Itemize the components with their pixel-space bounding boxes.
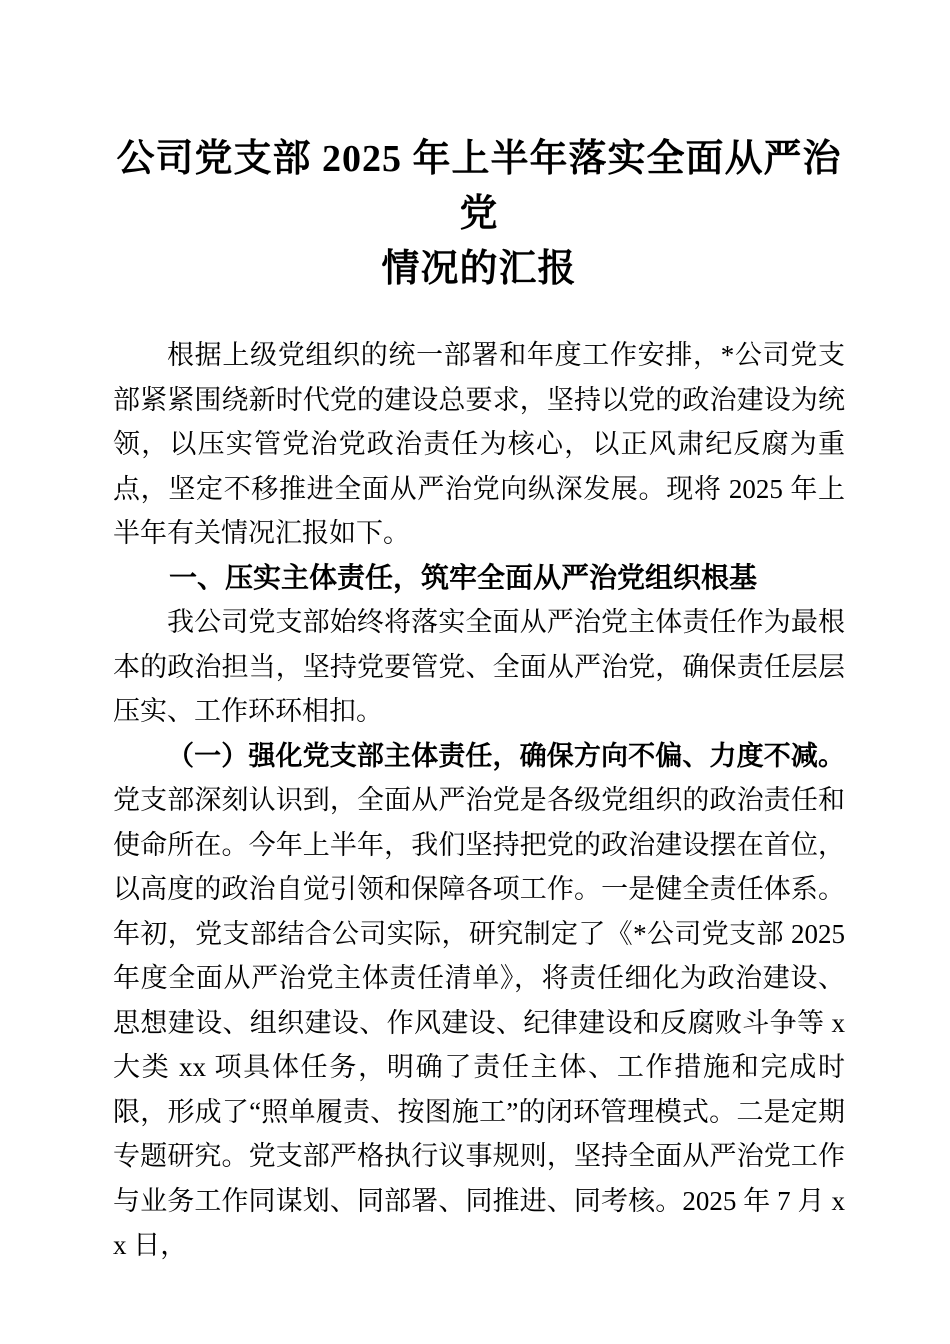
intro-paragraph: 根据上级党组织的统一部署和年度工作安排，*公司党支部紧紧围绕新时代党的建设总要求，坚持以党的政治建设为统领，以压实管党治党政治责任为核心，以正风肃纪反腐为重点，坚定不移推进全面从严治党向纵深发展。现将 2025 年上半年有关情况汇报如下。 — [113, 340, 845, 548]
section1-paragraph1: 我公司党支部始终将落实全面从严治党主体责任作为最根本的政治担当，坚持党要管党、全面从严治党，确保责任层层压实、工作环环相扣。 — [113, 607, 845, 726]
document-title — [113, 132, 845, 297]
section1-paragraph2 — [113, 734, 845, 1268]
document-content — [113, 132, 845, 1268]
document-title-line2: 情况的汇报 — [381, 248, 577, 290]
document-title-line1: 公司党支部 2025 年上半年落实全面从严治党 — [116, 138, 842, 235]
section1-heading: 一、压实主体责任，筑牢全面从严治党组织根基 — [169, 561, 758, 593]
section1-paragraph2-body: 党支部深刻认识到，全面从严治党是各级党组织的政治责任和使命所在。今年上半年，我们坚持把党的政治建设摆在首位，以高度的政治自觉引领和保障各项工作。一是健全责任体系。年初，党支部结合公司实际，研究制定了《*公司党支部 2025 年度全面从严治党主体责任清单》，将责任细化为政治建设、思想建设、组织建设、作风建设、纪律建设和反腐败斗争等 x 大类 xx 项具体任务，明确了责任主体、工作措施和完成时限，形成了“照单履责、按图施工”的闭环管理模式。二是定期专题研究。党支部严格执行议事规则，坚持全面从严治党工作与业务工作同谋划、同部署、同推进、同考核。2025 年 7 月 xx 日， — [113, 785, 845, 1260]
section1-paragraph2-lead: （一）强化党支部主体责任，确保方向不偏、力度不减。 — [167, 740, 845, 771]
